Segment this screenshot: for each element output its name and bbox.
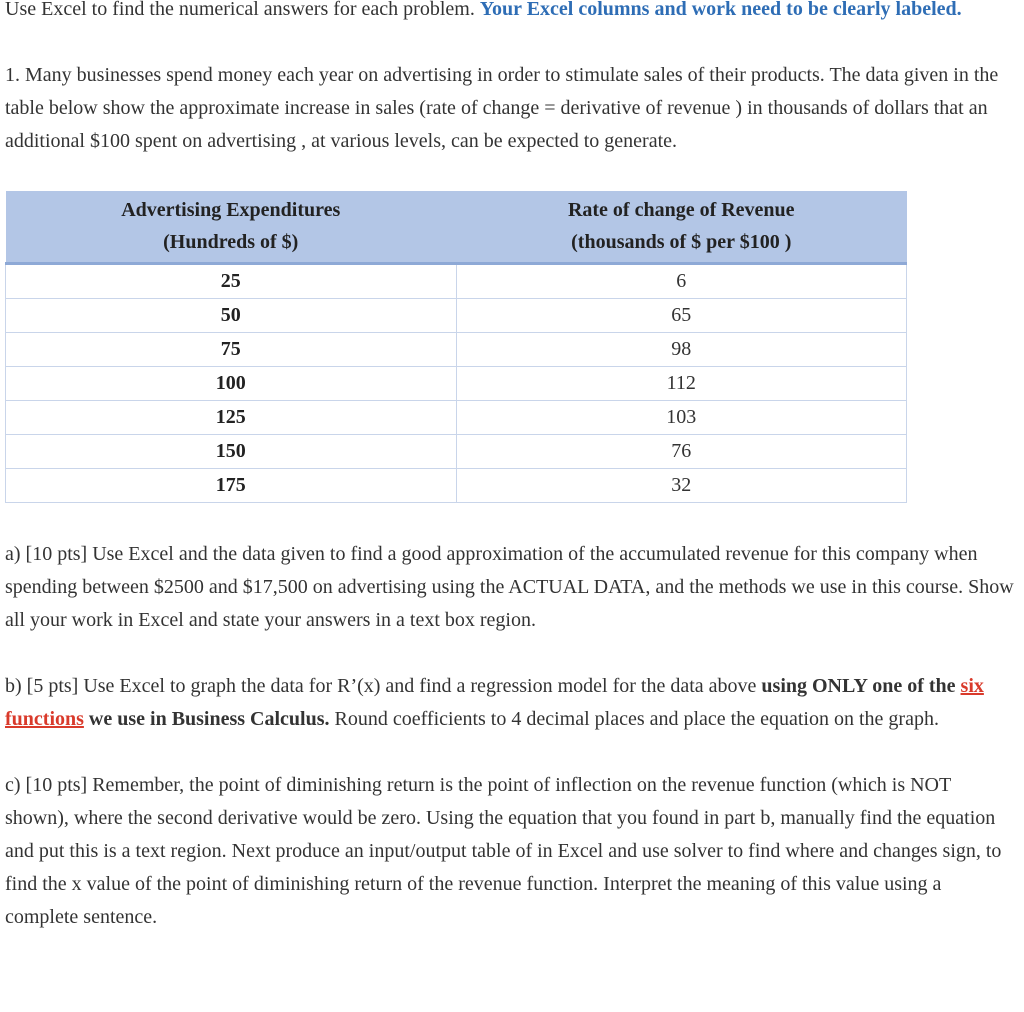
instructions-emphasis: Your Excel columns and work need to be clearly labeled. bbox=[479, 0, 962, 20]
part-a-text: a) [10 pts] Use Excel and the data given to find a good approximation of the accumulated revenue for this company when spending between $2500 and $17,500 on advertising using the ACTUAL DATA, and the methods we use in this course. Show all your work in Excel and state your answers in a text box region. bbox=[5, 543, 1014, 631]
advertising-data-table bbox=[5, 191, 907, 503]
instructions-paragraph bbox=[5, 0, 1015, 26]
expenditure-cell: 25 bbox=[6, 264, 457, 299]
instructions-text: Use Excel to find the numerical answers for each problem. bbox=[5, 0, 480, 20]
document-page bbox=[5, 0, 1015, 967]
advertising-expenditures-header bbox=[6, 191, 457, 264]
rate-cell: 65 bbox=[456, 299, 907, 333]
col2-header-line1: Rate of change of Revenue bbox=[567, 199, 795, 221]
expenditure-cell: 125 bbox=[6, 401, 457, 435]
question-1-text: 1. Many businesses spend money each year on advertising in order to stimulate sales of their products. The data given in the table below show the approximate increase in sales (rate of change = derivative of revenue ) in thousands of dollars that an additional $100 spent on advertising , at various levels, can be expected to generate. bbox=[5, 64, 999, 152]
part-b-bold-2: we use in Business Calculus. bbox=[83, 708, 330, 730]
expenditure-cell: 150 bbox=[6, 435, 457, 469]
table-header-row bbox=[6, 191, 907, 264]
part-b-intro: b) [5 pts] Use Excel to graph the data for R’(x) and find a regression model for the data above bbox=[5, 675, 762, 697]
table-row bbox=[6, 435, 907, 469]
rate-cell: 6 bbox=[456, 264, 907, 299]
part-b-bold-1: using ONLY one of the bbox=[761, 675, 961, 697]
expenditure-cell: 50 bbox=[6, 299, 457, 333]
table-row bbox=[6, 401, 907, 435]
table-row bbox=[6, 264, 907, 299]
table-row bbox=[6, 367, 907, 401]
rate-of-change-header bbox=[456, 191, 907, 264]
table-row bbox=[6, 333, 907, 367]
table-row bbox=[6, 299, 907, 333]
table-row bbox=[6, 469, 907, 503]
expenditure-cell: 100 bbox=[6, 367, 457, 401]
part-b-outro: Round coefficients to 4 decimal places and place the equation on the graph. bbox=[329, 708, 939, 730]
rate-cell: 32 bbox=[456, 469, 907, 503]
six-functions-link[interactable]: six functions bbox=[5, 675, 984, 730]
rate-cell: 103 bbox=[456, 401, 907, 435]
expenditure-cell: 75 bbox=[6, 333, 457, 367]
expenditure-cell: 175 bbox=[6, 469, 457, 503]
part-b-paragraph bbox=[5, 670, 1015, 736]
col2-header-line2: (thousands of $ per $100 ) bbox=[571, 231, 792, 253]
rate-cell: 76 bbox=[456, 435, 907, 469]
col1-header-line2: (Hundreds of $) bbox=[163, 231, 299, 253]
rate-cell: 98 bbox=[456, 333, 907, 367]
part-c-text: c) [10 pts] Remember, the point of diminishing return is the point of inflection on the revenue function (which is NOT shown), where the second derivative would be zero. Using the equation that you found in part b, manually find the equation and put this is a text region. Next produce an input/output table of in Excel and use solver to find where and changes sign, to find the x value of the point of diminishing return of the revenue function. Interpret the meaning of this value using a complete sentence. bbox=[5, 774, 1002, 928]
col1-header-line1: Advertising Expenditures bbox=[121, 199, 341, 221]
rate-cell: 112 bbox=[456, 367, 907, 401]
